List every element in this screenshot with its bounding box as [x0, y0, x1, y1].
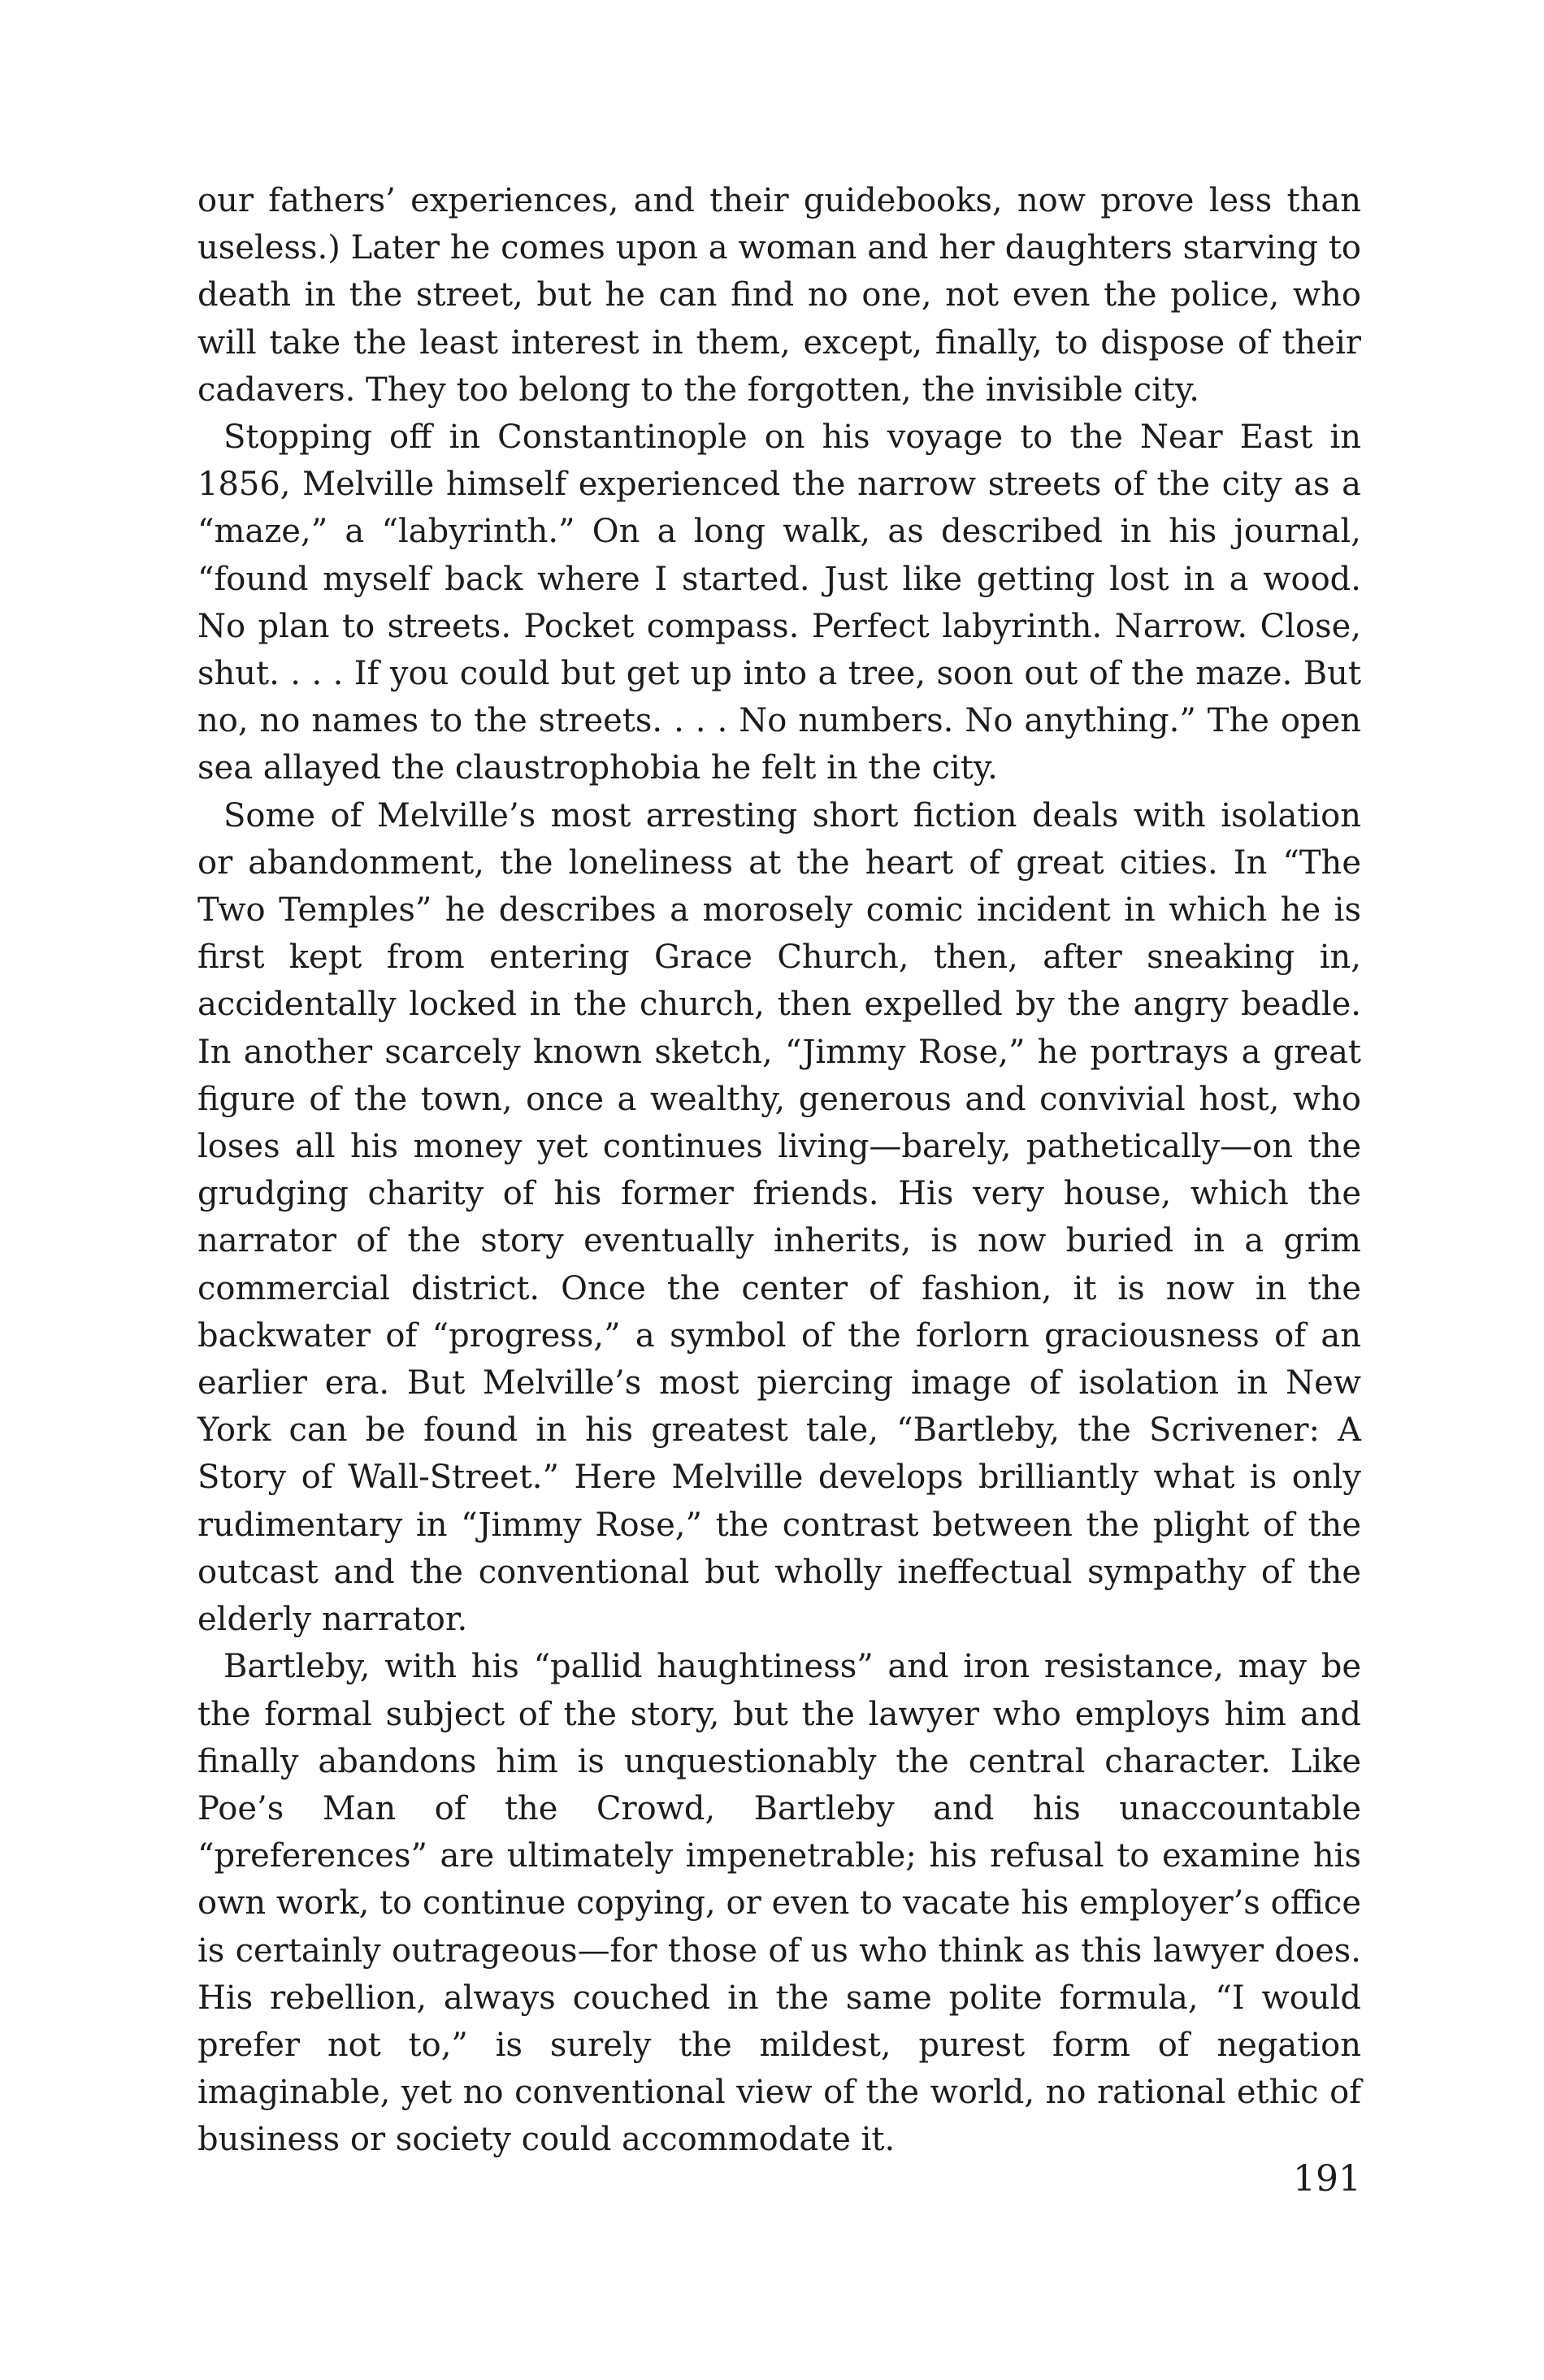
page-number: 191	[1293, 2158, 1361, 2200]
body-text	[197, 177, 1361, 2164]
paragraph-short-fiction: Some of Melville’s most arresting short fiction deals with isolation or abandonment, the loneliness at the heart of great cities. In “The Two Temples” he describes a morosely comic incident in which he is first kept from entering Grace Church, then, after sneaking in, accidentally locked in the church, then expelled by the angry beadle. In another scarcely known sketch, “Jimmy Rose,” he portrays a great figure of the town, once a wealthy, generous and convivial host, who loses all his money yet continues living—barely, pathetically—on the grudging charity of his former friends. His very house, which the narrator of the story eventually inherits, is now buried in a grim commercial district. Once the center of fashion, it is now in the backwater of “progress,” a symbol of the forlorn graciousness of an earlier era. But Melville’s most piercing image of isolation in New York can be found in his greatest tale, “Bartleby, the Scrivener: A Story of Wall-Street.” Here Melville develops brilliantly what is only rudimentary in “Jimmy Rose,” the contrast between the plight of the outcast and the conventional but wholly ineffectual sympathy of the elderly narrator.	[197, 796, 1361, 1639]
paragraph-continued: our fathers’ experiences, and their guidebooks, now prove less than useless.) Later he comes upon a woman and her daughters starving to death in the street, but he can find no one, not even the police, who will take the least interest in them, except, finally, to dispose of their cadavers. They too belong to the forgotten, the invisible city.	[197, 182, 1361, 409]
paragraph-bartleby: Bartleby, with his “pallid haughtiness” and iron resistance, may be the formal subject of the story, but the lawyer who employs him and finally abandons him is unquestionably the central character. Like Poe’s Man of the Crowd, Bartleby and his unaccountable “preferences” are ultimately impenetrable; his refusal to examine his own work, to continue copying, or even to vacate his employer’s office is certainly outrageous—for those of us who think as this lawyer does. His rebellion, always couched in the same polite formula, “I would prefer not to,” is surely the mildest, purest form of negation imaginable, yet no conventional view of the world, no rational ethic of business or society could accommodate it.	[197, 1648, 1361, 2159]
paragraph-constantinople: Stopping off in Constantinople on his voyage to the Near East in 1856, Melville himself experienced the narrow streets of the city as a “maze,” a “labyrinth.” On a long walk, as described in his journal, “found myself back where I started. Just like getting lost in a wood. No plan to streets. Pocket compass. Perfect labyrinth. Narrow. Close, shut. . . . If you could but get up into a tree, soon out of the maze. But no, no names to the streets. . . . No numbers. No anything.” The open sea allayed the claustrophobia he felt in the city.	[197, 418, 1361, 787]
